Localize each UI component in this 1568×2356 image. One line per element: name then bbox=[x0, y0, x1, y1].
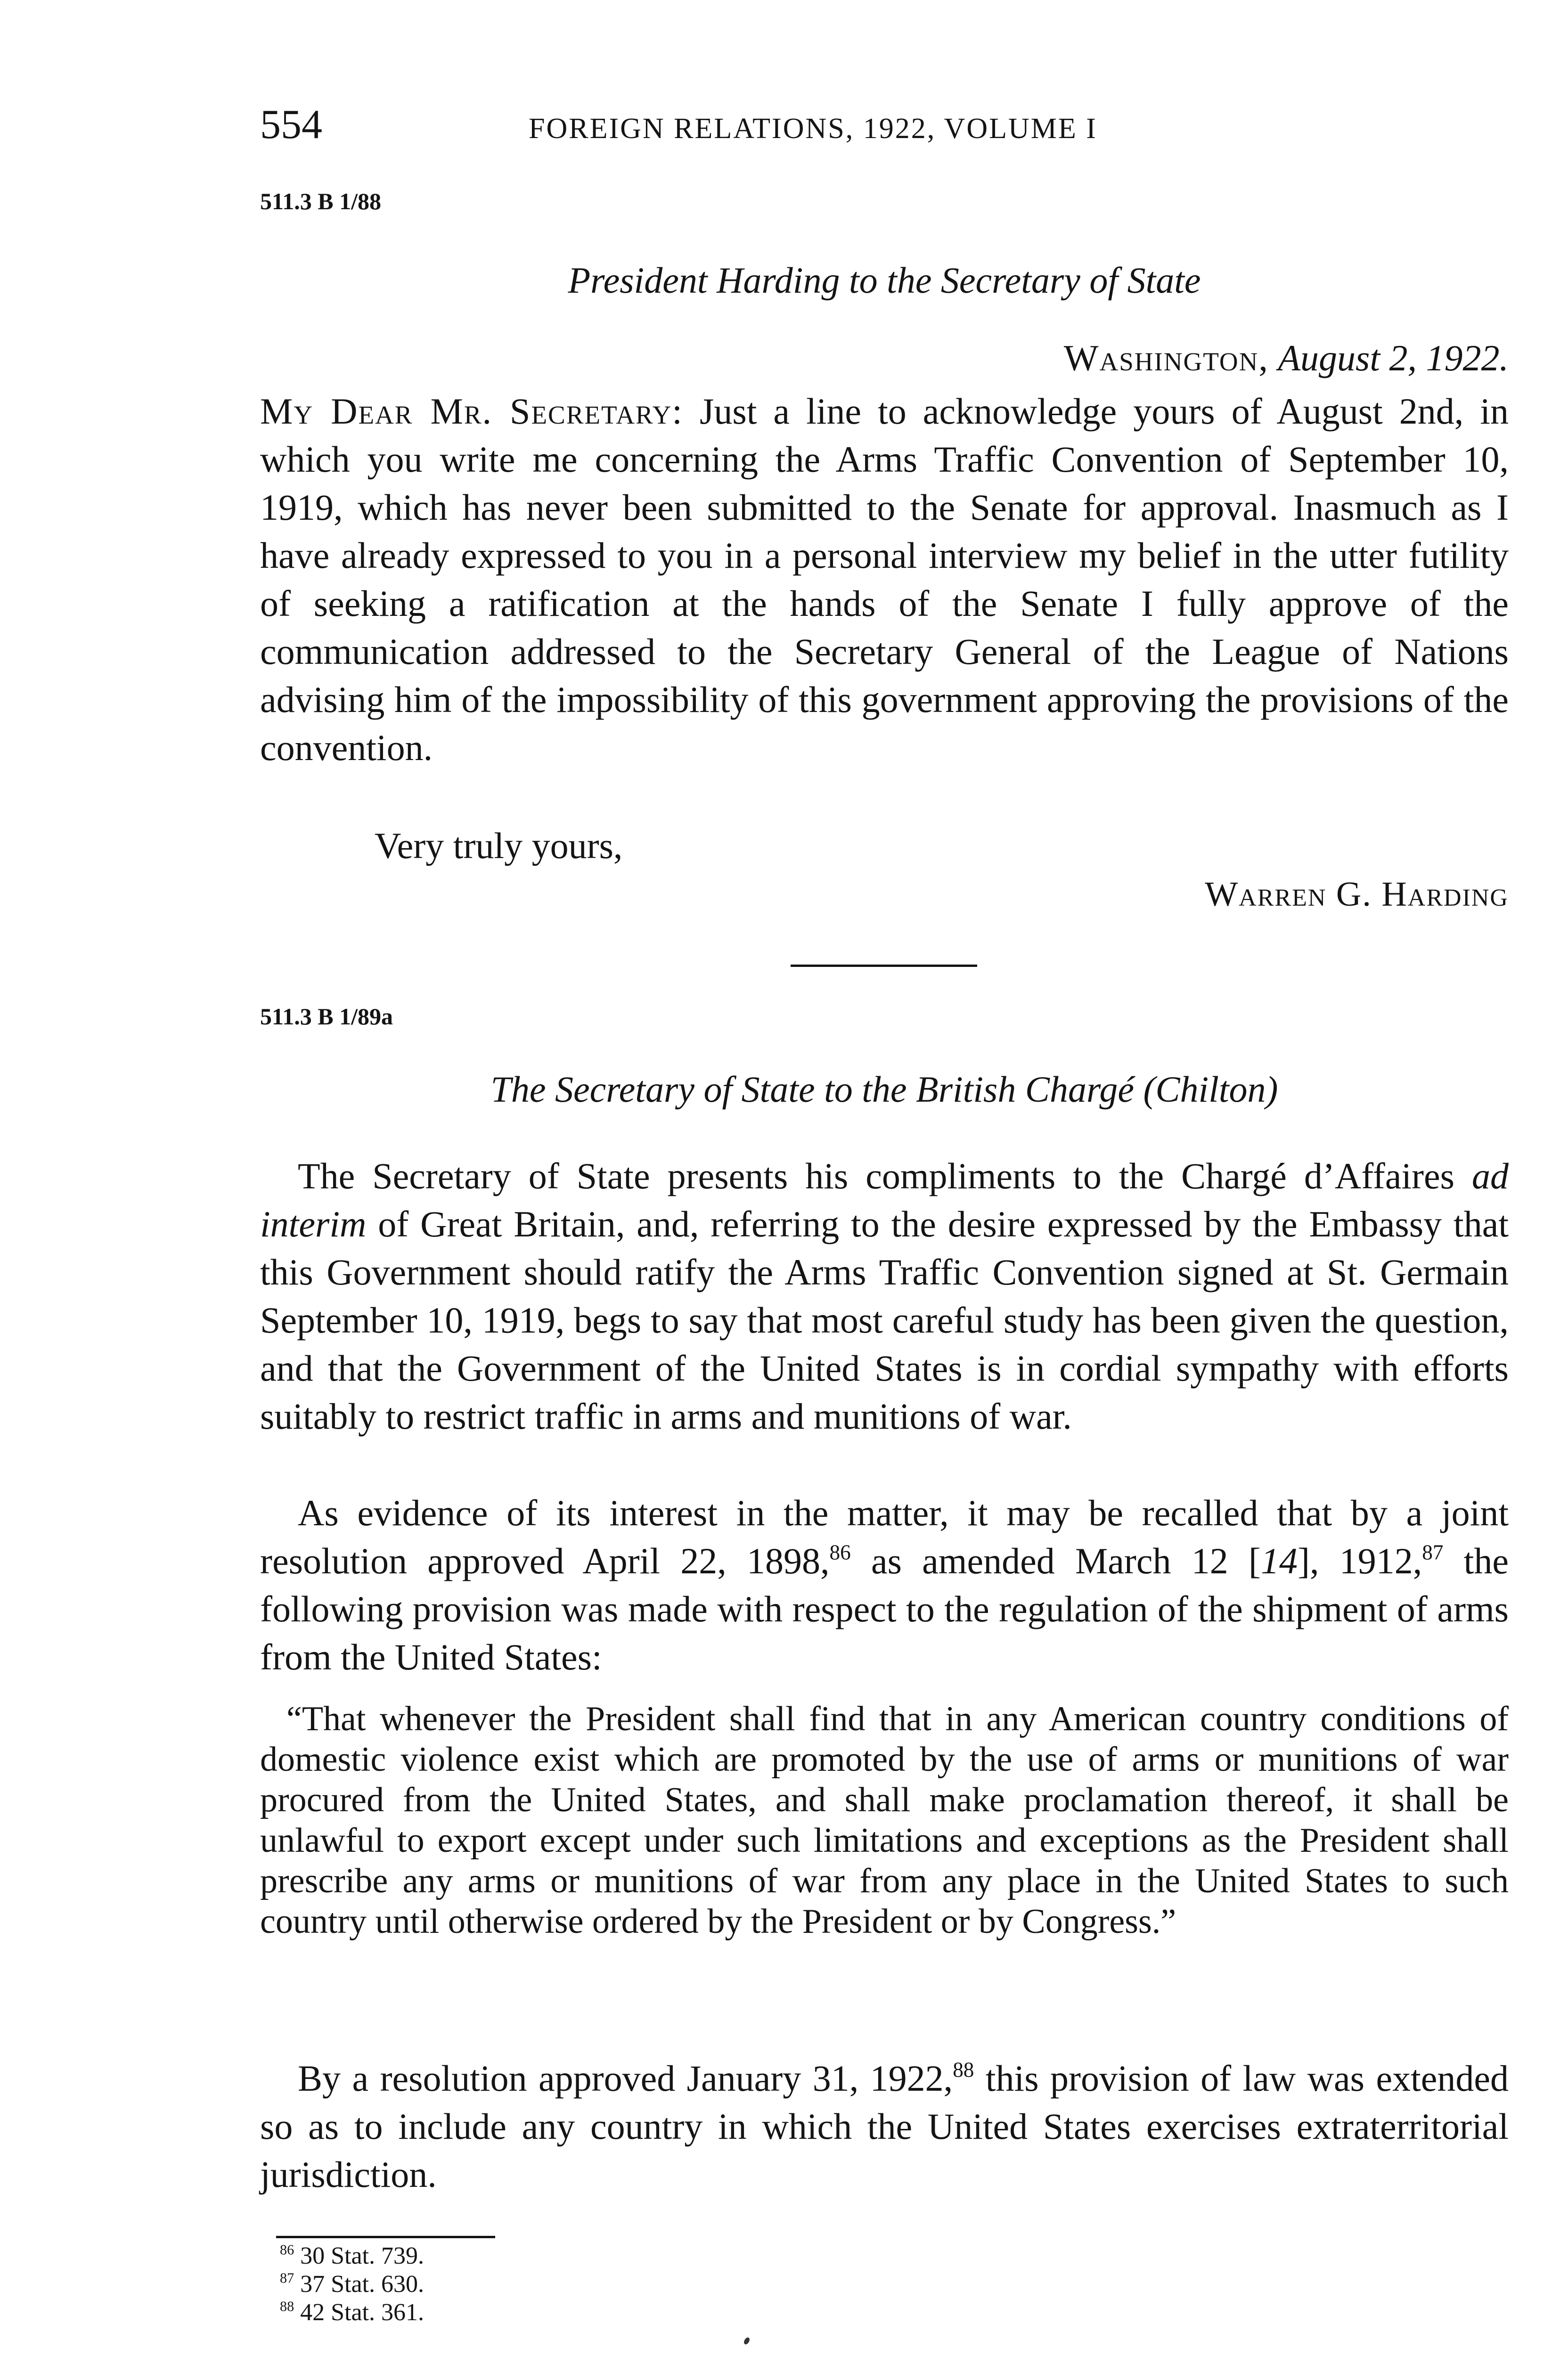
paragraph-text: ], 1912, bbox=[1297, 1540, 1422, 1581]
footnote-mark: 88 bbox=[280, 2298, 294, 2315]
footnote-text: 37 Stat. 630. bbox=[300, 2271, 425, 2298]
page-number: 554 bbox=[260, 102, 322, 147]
footnotes bbox=[280, 2242, 424, 2327]
dateline bbox=[1064, 335, 1509, 382]
document-heading: The Secretary of State to the British Chargé (Chilton) bbox=[490, 1069, 1278, 1110]
footnote-ref: 86 bbox=[829, 1540, 851, 1564]
file-number: 511.3 B 1/88 bbox=[260, 188, 381, 214]
closing: Very truly yours, bbox=[375, 825, 623, 866]
italic-phrase: ad interim bbox=[260, 1155, 1509, 1244]
footnote bbox=[280, 2242, 424, 2270]
dateline-place: Washington, bbox=[1063, 337, 1269, 378]
footnote-rule bbox=[276, 2236, 495, 2238]
footnote-mark: 86 bbox=[280, 2241, 294, 2258]
paragraph-text: of Great Britain, and, referring to the desire expressed by the Embassy that this Government should ratify the Arms Traffic Convention signed at St. Germain September 10, 1919, begs to say that most careful study has been given the question, and that the Government of the United States is in cordial sympathy with efforts suitably to restrict traffic in arms and munitions of war. bbox=[260, 1203, 1509, 1437]
paragraph-text: this provision of law was extended so as to include any country in which the United States exercises extraterritorial jurisdiction. bbox=[260, 2058, 1509, 2195]
footnote bbox=[280, 2270, 424, 2299]
paragraph-text: By a resolution approved January 31, 1922, bbox=[298, 2058, 953, 2099]
ink-speck bbox=[743, 2337, 751, 2346]
dateline-date: August 2, 1922. bbox=[1278, 337, 1509, 378]
footnote bbox=[280, 2299, 424, 2327]
footnote-text: 30 Stat. 739. bbox=[300, 2242, 425, 2269]
paragraph-text: the following provision was made with respect to the regulation of the shipment of arms from the United States: bbox=[260, 1540, 1509, 1677]
letter-body bbox=[260, 387, 1509, 772]
salutation: My Dear Mr. Secretary: bbox=[260, 391, 683, 432]
paragraph bbox=[260, 2054, 1509, 2199]
footnote-mark: 87 bbox=[280, 2270, 294, 2286]
letter-text: Just a line to acknowledge yours of August 2nd, in which you write me concerning the Arms Traffic Convention of September 10, 1919, which has never been submitted to the Senate for approval. Inasmuch as I have already expressed to you in a personal interview my belief in the utter futility of seeking a ratification at the hands of the Senate I fully approve of the communication addressed to the Secretary General of the League of Nations advising him of the impossibility of this government approving the provisions of the convention. bbox=[260, 391, 1509, 768]
footnote-ref: 88 bbox=[953, 2058, 974, 2082]
running-head bbox=[260, 101, 1509, 153]
footnote-ref: 87 bbox=[1422, 1540, 1444, 1564]
block-quote: “That whenever the President shall find that in any American country conditions of domestic violence exist which are promoted by the use of arms or munitions of war procured from the United States, and shall make proclamation thereof, it shall be unlawful to export except under such limitations and exceptions as the President shall prescribe any arms or munitions of war from any place in the United States to such country until otherwise ordered by the President or by Congress.” bbox=[260, 1700, 1509, 1941]
footnote-text: 42 Stat. 361. bbox=[300, 2299, 425, 2326]
section-divider bbox=[791, 965, 977, 967]
paragraph bbox=[260, 1152, 1509, 1440]
italic-phrase: 14 bbox=[1260, 1540, 1298, 1581]
running-title: FOREIGN RELATIONS, 1922, VOLUME I bbox=[529, 113, 1097, 145]
document-heading: President Harding to the Secretary of State bbox=[568, 260, 1201, 301]
signature: Warren G. Harding bbox=[1205, 875, 1509, 914]
paragraph-text: The Secretary of State presents his compliments to the Chargé d’Affaires bbox=[298, 1155, 1472, 1196]
file-number: 511.3 B 1/89a bbox=[260, 1003, 393, 1030]
paragraph-text: as amended March 12 [ bbox=[850, 1540, 1261, 1581]
paragraph bbox=[260, 1489, 1509, 1681]
paragraph-text: As evidence of its interest in the matter, it may be recalled that by a joint resolution approved April 22, 1898, bbox=[260, 1492, 1509, 1581]
